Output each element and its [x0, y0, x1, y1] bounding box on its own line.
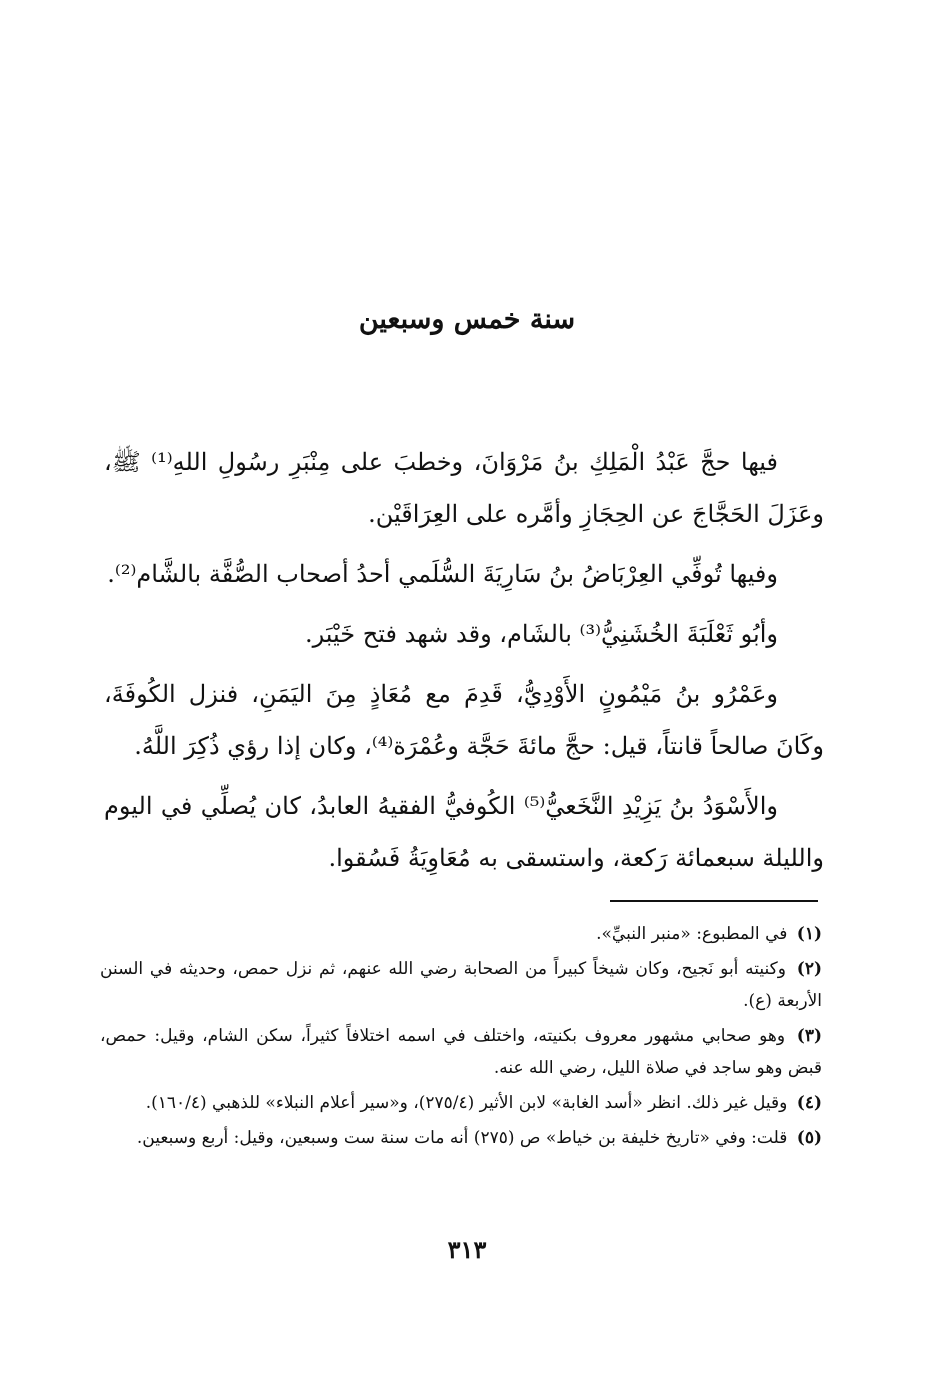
main-text [104, 436, 824, 884]
footnote [100, 1020, 822, 1084]
footnote [100, 1122, 822, 1154]
footnotes [100, 918, 822, 1157]
footnote [100, 1087, 822, 1119]
footnote-number: (٣) [796, 1026, 822, 1046]
footnote-number: (٤) [796, 1093, 822, 1113]
page-number: ٣١٣ [447, 1235, 487, 1264]
paragraph: وعَمْرُو بنُ مَيْمُونٍ الأَوْدِيُّ، قَدِمَ مع مُعَاذٍ مِنَ اليَمَنِ، فنزل الكُوفَةَ، وكَانَ صالحاً قانتاً، قيل: حجَّ مائةَ حَجَّة وعُمْرَة⁽⁴⁾، وكان إذا رؤي ذُكِرَ اللَّهُ. [104, 680, 824, 760]
footnote-text: في المطبوع: «منبر النبيِّ». [596, 924, 788, 944]
paragraph: وفيها تُوفِّي العِرْبَاضُ بنُ سَارِيَةَ السُّلَمي أحدُ أصحاب الصُّفَّة بالشَّام⁽²⁾. [107, 560, 778, 588]
footnote-number: (٢) [796, 959, 822, 979]
footnote [100, 918, 822, 950]
footnote-text: وكنيته أبو نَجيح، وكان شيخاً كبيراً من الصحابة رضي الله عنهم، ثم نزل حمص، وحديثه في السنن الأربعة (ع). [100, 959, 822, 1011]
footnote [100, 953, 822, 1017]
footnote-number: (١) [796, 924, 822, 944]
footnote-divider [610, 900, 818, 902]
chapter-heading: سنة خمس وسبعين [358, 304, 576, 335]
paragraph: فيها حجَّ عَبْدُ الْمَلِكِ بنُ مَرْوَانَ، وخطبَ على مِنْبَرِ رسُولِ اللهِ⁽¹⁾ ﷺ، وعَزَلَ الحَجَّاجَ عن الحِجَازِ وأمَّره على العِرَاقَيْن. [104, 448, 824, 528]
footnote-text: وقيل غير ذلك. انظر «أسد الغابة» لابن الأثير (٢٧٥/٤)، و«سير أعلام النبلاء» للذهبي (١٦٠/٤). [145, 1093, 788, 1113]
paragraph: وأبُو ثَعْلَبَةَ الخُشَنِيُّ⁽³⁾ بالشَام، وقد شهد فتح خَيْبَر. [304, 620, 778, 648]
footnote-text: وهو صحابي مشهور معروف بكنيته، واختلف في اسمه اختلافاً كثيراً، سكن الشام، وقيل: حمص، قبض وهو ساجد في صلاة الليل، رضي الله عنه. [100, 1026, 822, 1078]
footnote-number: (٥) [796, 1128, 822, 1148]
footnote-text: قلت: وفي «تاريخ خليفة بن خياط» ص (٢٧٥) أنه مات سنة ست وسبعين، وقيل: أربع وسبعين. [136, 1128, 788, 1148]
paragraph: والأَسْوَدُ بنُ يَزِيْدِ النَّخَعيُّ⁽⁵⁾ الكُوفيُّ الفقيهُ العابدُ، كان يُصلِّي في اليوم والليلة سبعمائة رَكعة، واستسقى به مُعَاوِيَةُ فَسُقوا. [104, 792, 824, 872]
